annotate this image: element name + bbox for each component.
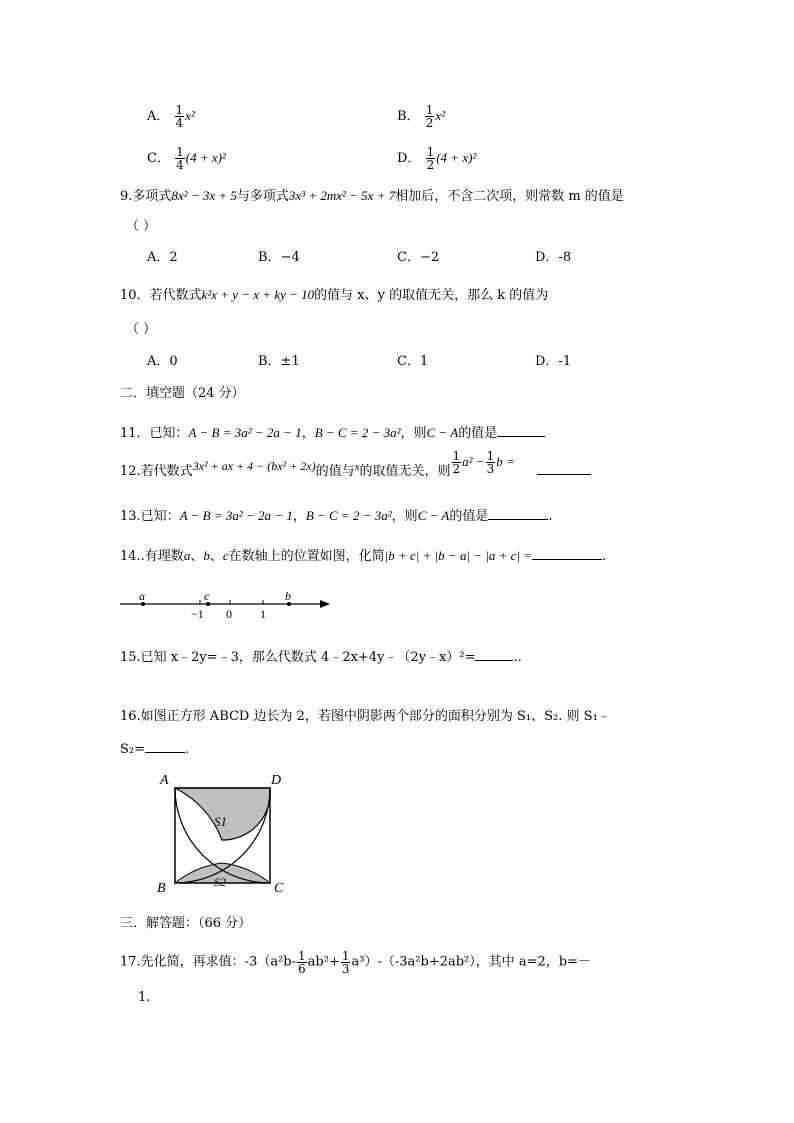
q8-a-fraction: $\frac{1}{4}$	[175, 103, 184, 130]
q14-stem: 14..有理数a、b、c在数轴上的位置如图，化简|b + c| + |b − a| − |a + c| = .	[120, 548, 607, 564]
label-b: b	[285, 589, 291, 603]
label-one: 1	[260, 607, 266, 621]
q8-option-b: B． $\frac{1}{2}$ x²	[397, 103, 446, 130]
q8-d-fraction: $\frac{1}{2}$	[426, 145, 435, 172]
q10-option-a: A．0	[147, 354, 178, 369]
label-S2: S2	[214, 875, 226, 889]
q9-answer-paren: （ ）	[126, 219, 157, 234]
q10-answer-paren: （ ）	[126, 322, 157, 337]
q12-answer-blank[interactable]	[537, 462, 591, 475]
label-a: a	[139, 589, 145, 603]
q13-stem: 13.已知：A − B = 3a² − 2a − 1，B − C = 2 − 3a²，则C − A的值是 .	[120, 508, 553, 524]
section-3-title: 三．解答题：（66 分）	[120, 916, 252, 931]
q8-option-d: D． $\frac{1}{2}$ (4 + x)²	[397, 145, 477, 172]
label-C: C	[274, 881, 284, 896]
label-A: A	[160, 773, 169, 788]
q11-stem: 11．已知：A − B = 3a² − 2a − 1，B − C = 2 − 3a²，则C − A的值是	[120, 424, 545, 442]
q9-option-a: A．2	[147, 250, 178, 265]
label-zero: 0	[226, 607, 232, 621]
q9-option-c: C．−2	[397, 250, 440, 265]
q8-b-fraction: $\frac{1}{2}$	[425, 103, 434, 130]
label-D: D	[271, 773, 282, 788]
q10-option-c: C．1	[397, 354, 429, 369]
q10-option-b: B．±1	[258, 354, 300, 369]
q12-stem: 12.若代数式3x² + ax + 4 − (bx² + 2x)的值与x的取值无关，则 $\frac{1}{2}$ a² − $\frac{1}{3}$ b =	[120, 458, 591, 480]
label-S1: S1	[214, 814, 227, 829]
q9-option-d: D．-8	[535, 250, 572, 265]
label-B: B	[157, 881, 166, 896]
q17-line2: 1.	[138, 990, 151, 1005]
number-line-arrow-icon	[320, 600, 330, 608]
q16-line1: 16.如图正方形 ABCD 边长为 2，若图中阴影两个部分的面积分别为 S₁、S₂. 则 S₁﹣	[120, 709, 611, 724]
q8-c-fraction: $\frac{1}{4}$	[176, 145, 184, 172]
q14-answer-blank[interactable]	[532, 547, 602, 560]
q9-stem: 9.多项式8x² − 3x + 5与多项式3x³ + 2mx² − 5x + 7相加后，不含二次项，则常数 m 的值是	[120, 188, 624, 204]
q8-option-a: A． $\frac{1}{4}$ x²	[147, 103, 195, 130]
label-neg1: −1	[191, 607, 204, 621]
q16-answer-blank[interactable]	[145, 740, 185, 753]
number-line-figure	[118, 586, 333, 622]
q13-answer-blank[interactable]	[488, 507, 548, 520]
q16-line2: S₂= .	[120, 742, 190, 757]
q10-option-d: D．-1	[535, 354, 572, 369]
label-c: c	[204, 589, 210, 603]
q10-stem: 10．若代数式k²x + y − x + ky − 10的值与 x、y 的取值无关，那么 k 的值为	[120, 287, 549, 303]
q9-option-b: B．−4	[258, 250, 300, 265]
q17-stem: 17.先化简，再求值：-3（a²b- $\frac{1}{6}$ ab²+ $\frac{1}{3}$ a³）-（-3a²b+2ab²），其中 a=2，b=－	[120, 949, 591, 976]
section-2-title: 二．填空题（24 分）	[120, 386, 245, 401]
q8-option-c: C． $\frac{1}{4}$ (4 + x)²	[147, 145, 226, 172]
square-figure	[150, 768, 290, 896]
q11-answer-blank[interactable]	[497, 424, 545, 437]
q15-stem: 15.已知 x﹣2y=﹣3，那么代数式 4﹣2x+4y﹣（2y﹣x）²= ..	[120, 650, 522, 665]
q15-answer-blank[interactable]	[475, 648, 513, 661]
